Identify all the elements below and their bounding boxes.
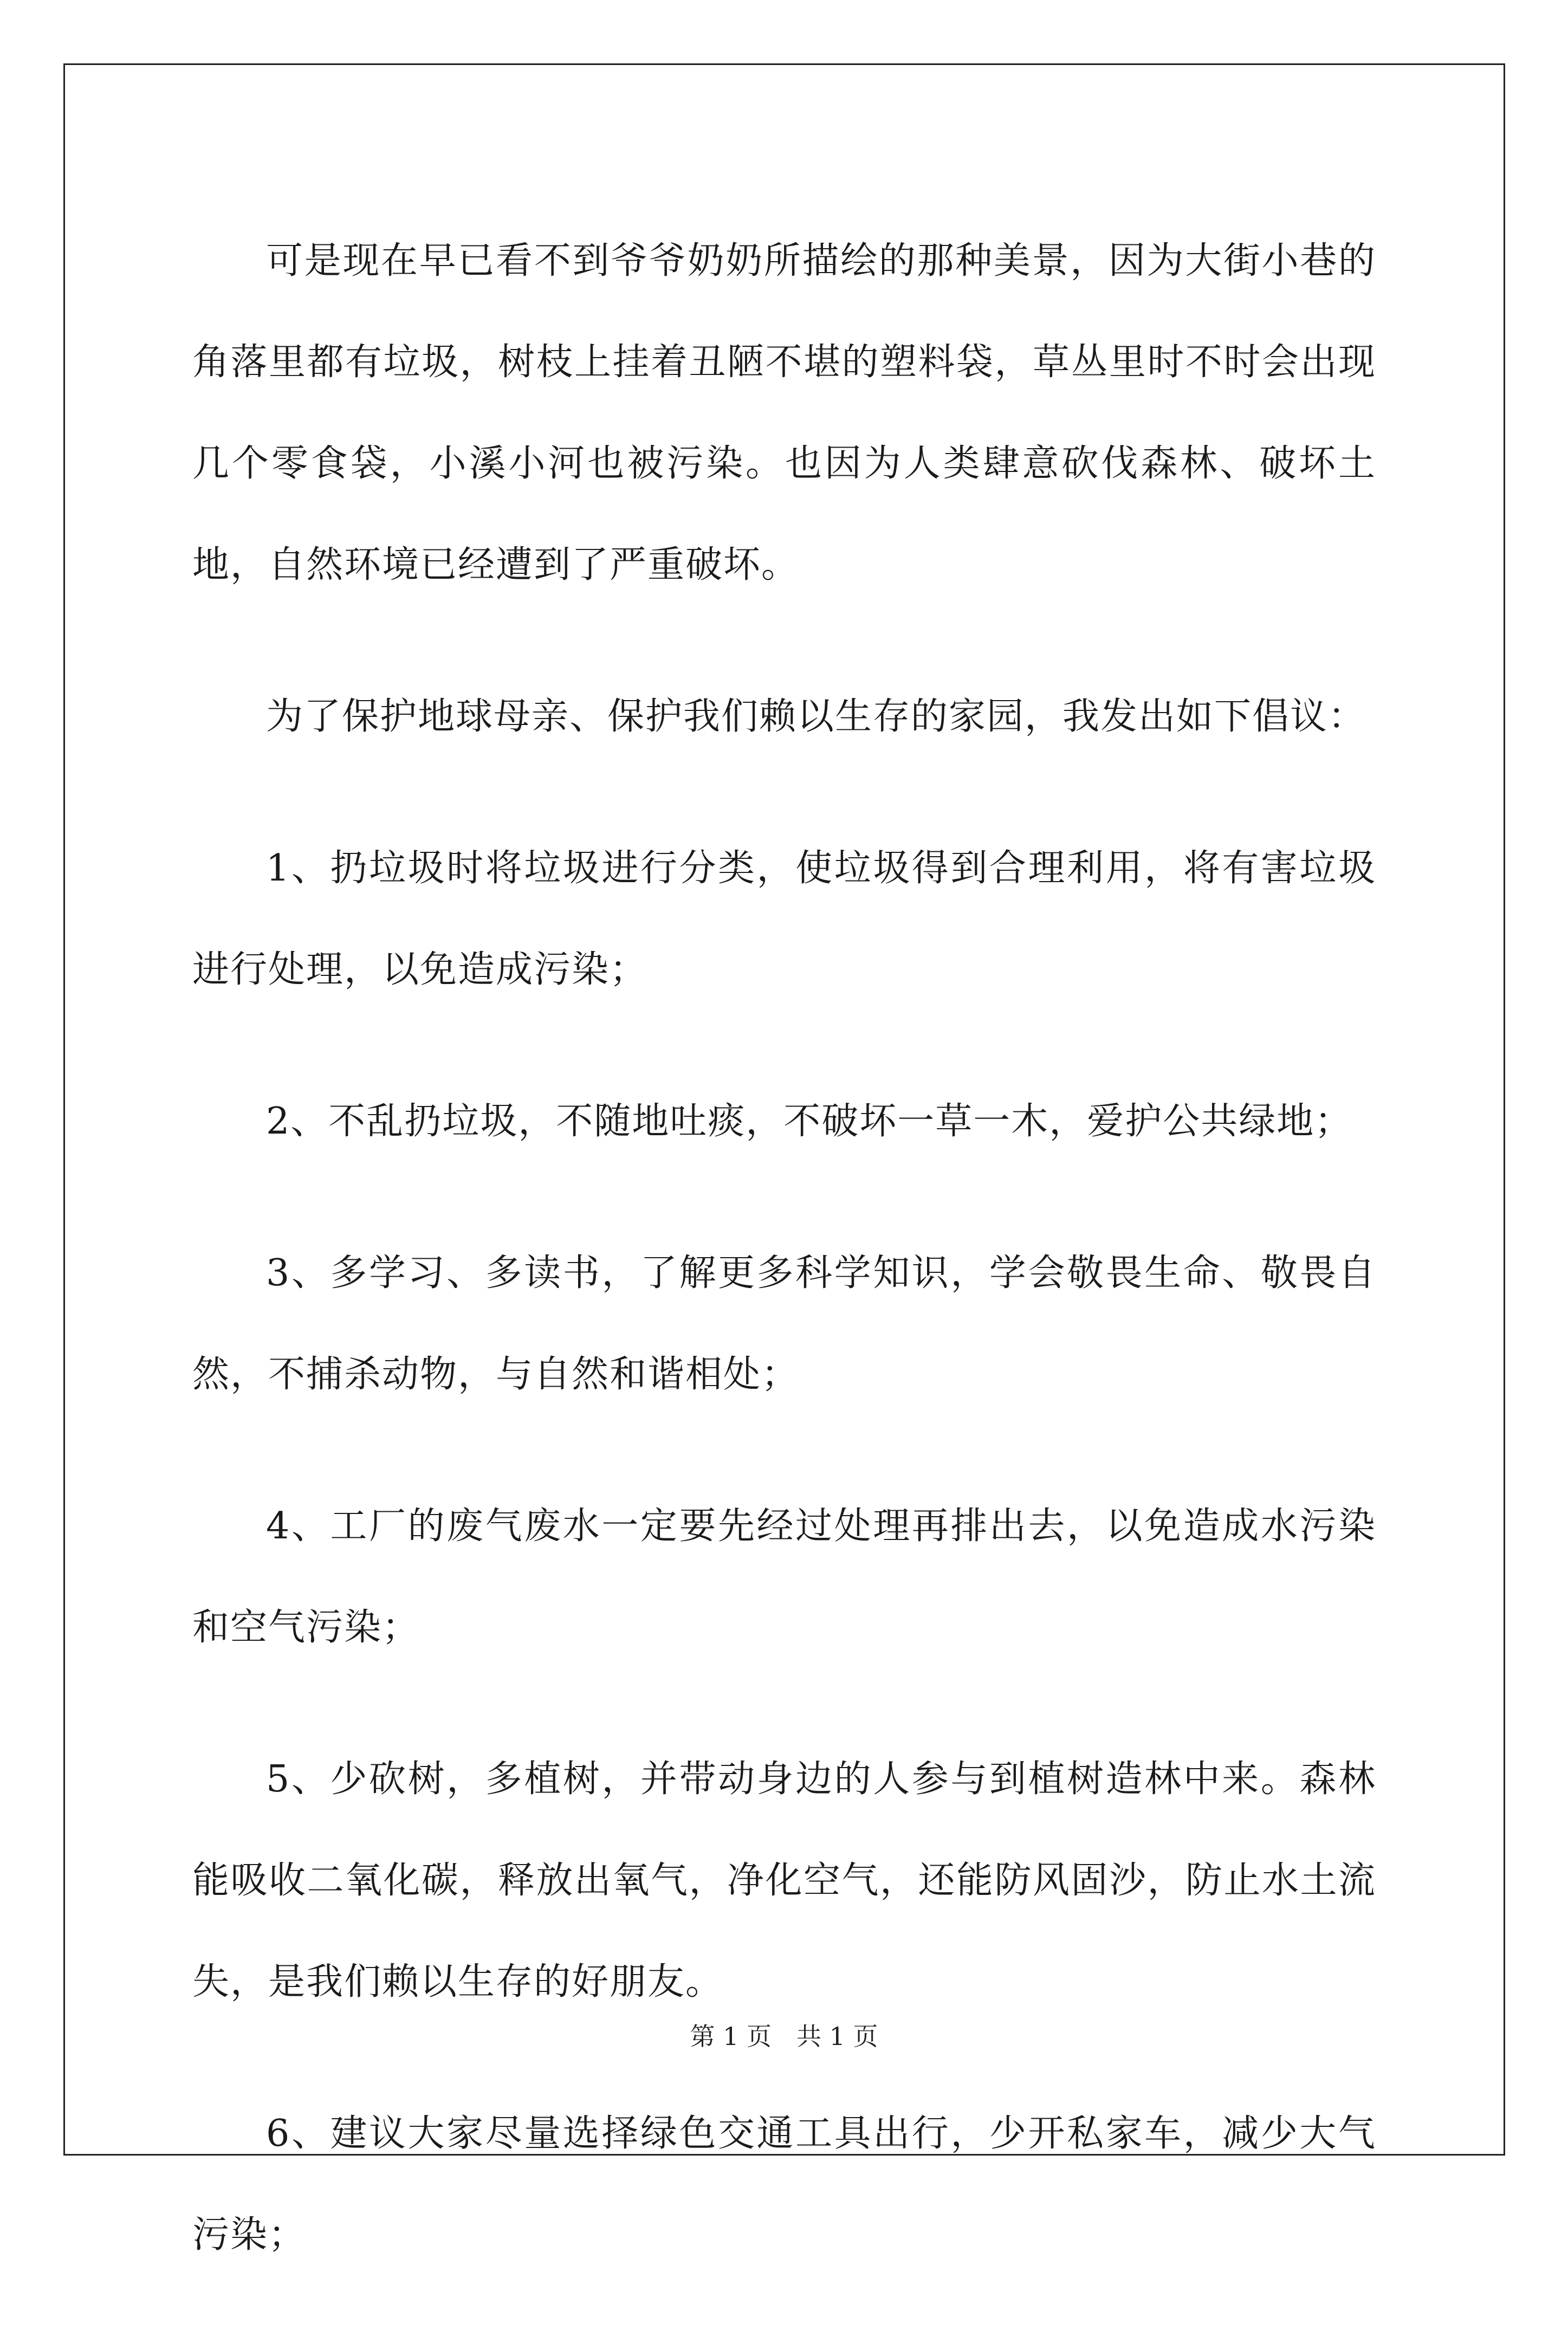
proposal-item-2: 2、不乱扔垃圾，不随地吐痰，不破坏一草一木，爱护公共绿地； [266,1100,1353,1143]
proposal-item-3: 3、多学习、多读书，了解更多科学知识，学会敬畏生命、敬畏自然，不捕杀动物，与自然和谐相处； [192,1252,1376,1396]
page-number-footer: 第 1 页 共 1 页 [690,2022,878,2051]
paragraph-proposal-lead: 为了保护地球母亲、保护我们赖以生存的家园，我发出如下倡议： [266,695,1366,738]
paragraph-intro: 可是现在早已看不到爷爷奶奶所描绘的那种美景，因为大街小巷的角落里都有垃圾，树枝上挂着丑陋不堪的塑料袋，草丛里时不时会出现几个零食袋，小溪小河也被污染。也因为人类肆意砍伐森林、破坏土地，自然环境已经遭到了严重破坏。 [192,240,1376,586]
proposal-item-6: 6、建议大家尽量选择绿色交通工具出行，少开私家车，减少大气污染； [192,2112,1376,2256]
proposal-item-5: 5、少砍树，多植树，并带动身边的人参与到植树造林中来。森林能吸收二氧化碳，释放出氧气，净化空气，还能防风固沙，防止水土流失，是我们赖以生存的好朋友。 [192,1758,1376,2003]
proposal-item-1: 1、扔垃圾时将垃圾进行分类，使垃圾得到合理利用，将有害垃圾进行处理，以免造成污染； [192,847,1376,991]
proposal-item-4: 4、工厂的废气废水一定要先经过处理再排出去，以免造成水污染和空气污染； [192,1505,1376,1649]
